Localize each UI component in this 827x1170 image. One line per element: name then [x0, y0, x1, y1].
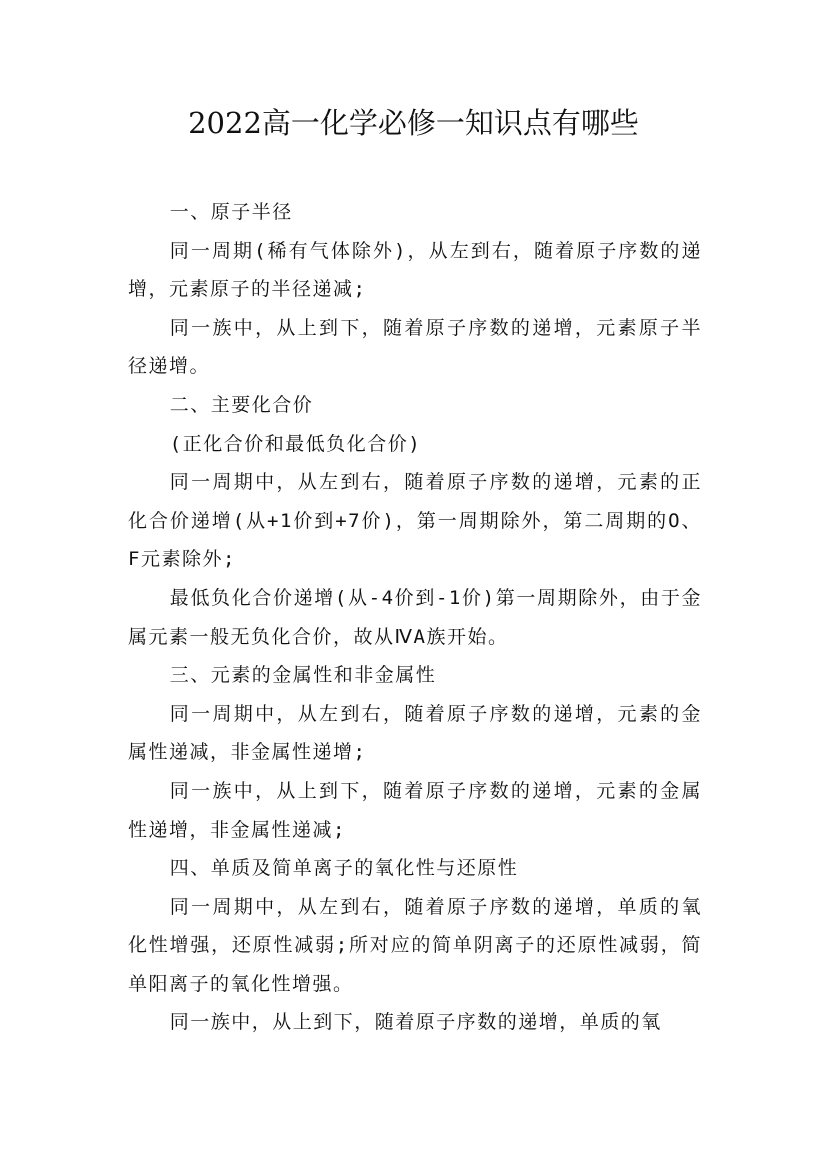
- section-heading-oxidation-reduction: 四、单质及简单离子的氧化性与还原性: [169, 857, 519, 880]
- section-heading-main-valence: 二、主要化合价: [169, 393, 314, 416]
- paragraph: 同一周期中，从左到右，随着原子序数的递增，单质的氧化性增强，还原性减弱;所对应的简单阴离子的还原性减弱，简单阳离子的氧化性增强。: [128, 895, 702, 995]
- paragraph: 同一周期中，从左到右，随着原子序数的递增，元素的金属性递减，非金属性递增;: [128, 702, 702, 764]
- paragraph: 同一族中，从上到下，随着原子序数的递增，元素原子半径递增。: [128, 316, 702, 378]
- section-heading-atomic-radius: 一、原子半径: [169, 201, 293, 223]
- paragraph: 同一周期(稀有气体除外)，从左到右，随着原子序数的递增，元素原子的半径递减;: [128, 239, 702, 301]
- document-title: 2022高一化学必修一知识点有哪些: [188, 106, 639, 140]
- document-body: [128, 193, 702, 1042]
- paragraph: 同一族中，从上到下，随着原子序数的递增，单质的氧: [169, 1011, 662, 1034]
- paragraph: (正化合价和最低负化合价): [169, 432, 422, 455]
- paragraph: 同一族中，从上到下，随着原子序数的递增，元素的金属性递增，非金属性递减;: [128, 779, 702, 841]
- paragraph: 同一周期中，从左到右，随着原子序数的递增，元素的正化合价递增(从+1价到+7价)，第一周期除外，第二周期的O、F元素除外;: [128, 471, 702, 571]
- paragraph: 最低负化合价递增(从-4价到-1价)第一周期除外，由于金属元素一般无负化合价，故从ⅣA族开始。: [128, 586, 702, 648]
- section-heading-metallicity: 三、元素的金属性和非金属性: [169, 664, 437, 687]
